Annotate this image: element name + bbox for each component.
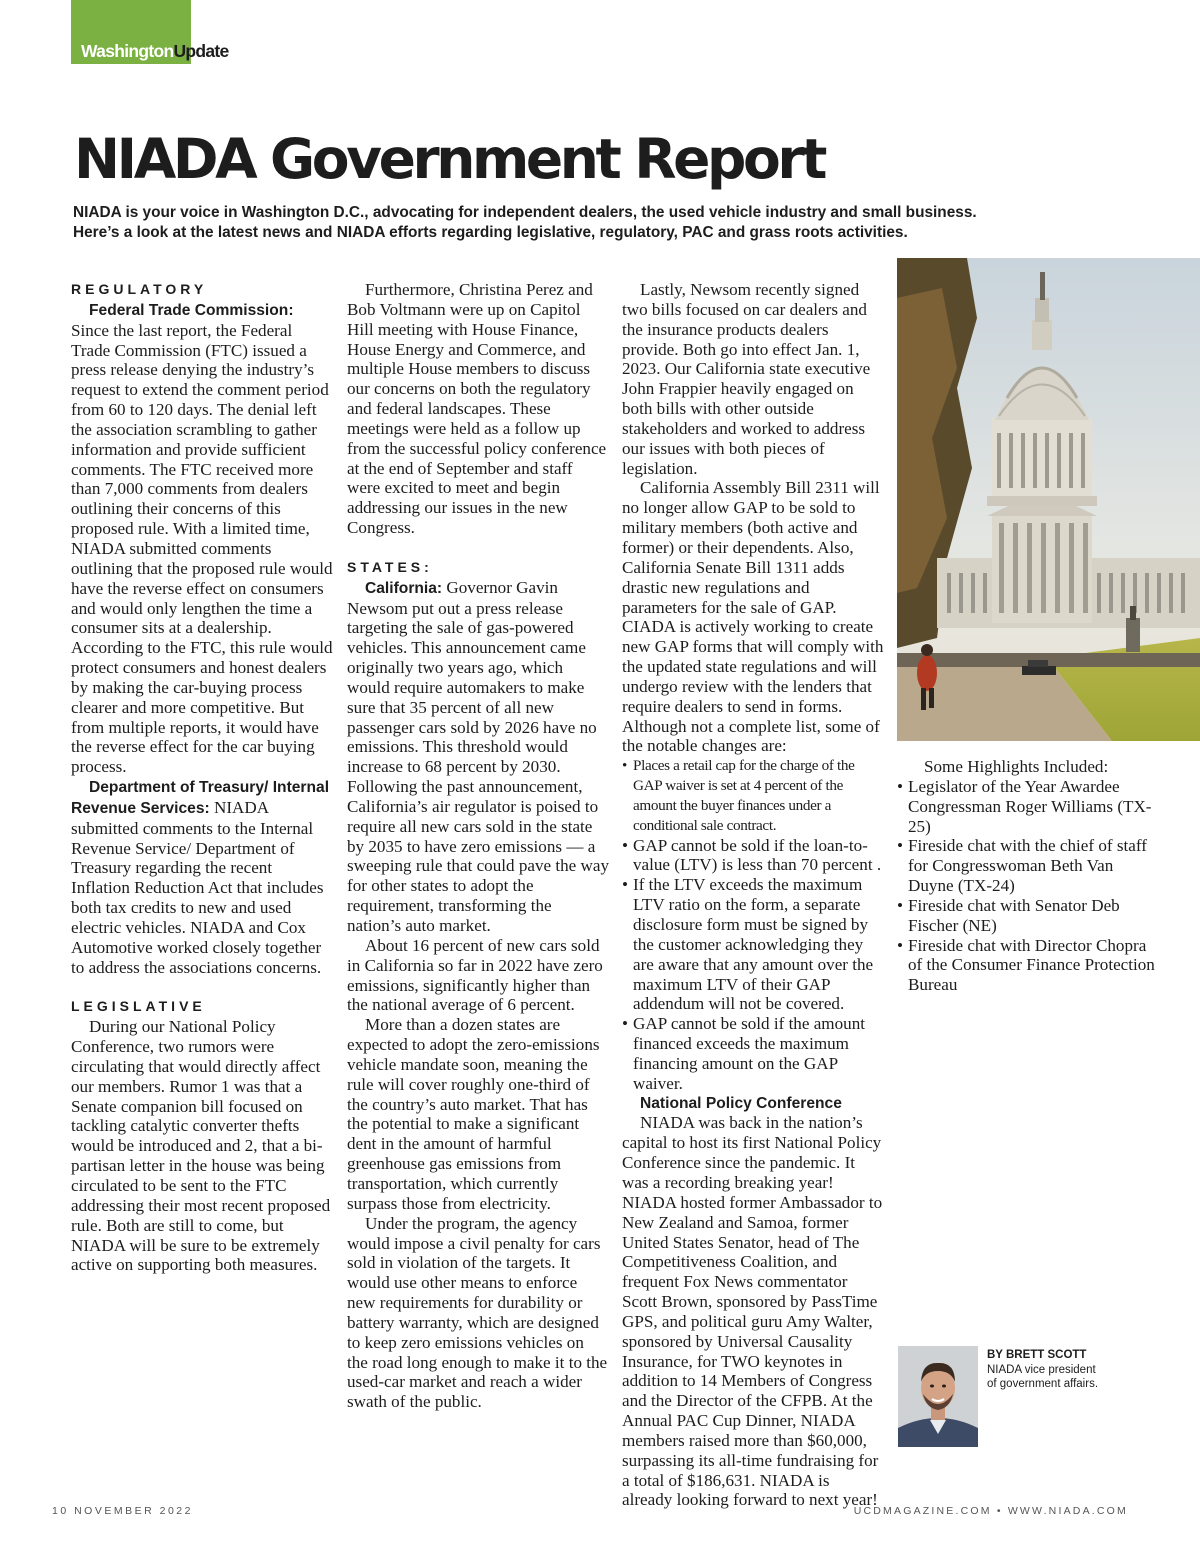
section-tag <box>81 41 229 62</box>
section-tag-primary: Washington <box>81 41 174 61</box>
california-paragraph <box>347 578 609 936</box>
regulatory-heading: REGULATORY <box>71 281 208 297</box>
states-paragraph-2: About 16 percent of new cars sold in California so far in 2022 have zero emissions, significantly higher than the national average of 6 percent. <box>347 935 603 1015</box>
article-column-3 <box>622 280 884 1510</box>
folio: 10 NOVEMBER 2022 <box>52 1505 193 1517</box>
treasury-label: Department of Treasury/ Internal Revenue Services: <box>71 779 330 817</box>
author-name: BY BRETT SCOTT <box>987 1349 1087 1361</box>
intro-deck <box>73 203 1123 242</box>
california-text: Governor Gavin Newsom put out a press release targeting the sale of gas-powered vehicles. This announcement came originally two years ago, which would require automakers to make sure that 35 percent of all new passenger cars sold by 2026 have no emissions. This threshold would increase to 68 percent by 2030. Following the past announcement, California’s air regulator is poised to require all new cars sold in the state by 2035 to have zero emissions — a sweeping rule that could pave the way for other states to adopt the requirement, transforming the nation’s auto market. <box>347 577 610 935</box>
treasury-text: NIADA submitted comments to the Internal Revenue Service/ Department of Treasury regarding the recent Inflation Reduction Act that includes both tax credits to new and used electric vehicles. NIADA and Cox Automotive worked closely together to address the associations concerns. <box>71 797 324 977</box>
legislative-paragraph-1: During our National Policy Conference, two rumors were circulating that would directly affect our members. Rumor 1 was that a Senate companion bill focused on tackling catalytic converter thefts would be introduced and 2, that a bi-partisan letter in the house was being circulated to be sent to the FTC addressing their most recent proposed rule. Both are still to come, but NIADA will be sure to be extremely active on supporting both measures. <box>71 1017 331 1275</box>
ftc-text: Since the last report, the Federal Trade Commission (FTC) issued a press release denying the industry’s request to extend the comment period from 60 to 120 days. The denial left the association scrambling to gather information and provide sufficient comments. The FTC received more than 7,000 comments from dealers outlining their concerns of this proposed rule. With a limited time, NIADA submitted comments outlining that the proposed rule would have the reverse effect on consumers and would only lengthen the time a consumer sits at a dealership. According to the FTC, this rule would protect consumers and honest dealers by making the car-buying process clearer and more competitive. But from multiple reports, it would have the reverse effect for the car buying process. <box>71 320 333 777</box>
list-item: • Fireside chat with Director Chopra of the Consumer Finance Protection Bureau <box>897 936 1159 996</box>
states-heading: STATES: <box>347 558 433 575</box>
conference-paragraph: NIADA was back in the nation’s capital to host its first National Policy Conference since the pandemic. It was a recording breaking year! NIADA hosted former Ambassador to New Zealand and Samoa, former United States Senator, head of The Competitiveness Coalition, and frequent Fox News commentator Scott Brown, sponsored by PassTime GPS, and political guru Amy Walter, sponsored by Universal Causality Insurance, for TWO keynotes in addition to 14 Members of Congress and the Director of the CFPB. At the Annual PAC Cup Dinner, NIADA members raised more than $60,000, surpassing its all-time fundraising for a total of $186,631. NIADA is already looking forward to next year! <box>622 1113 883 1510</box>
states-paragraph-6: California Assembly Bill 2311 will no longer allow GAP to be sold to military members (both active and former) or their dependents. Also, California Senate Bill 1311 adds drastic new regulations and parameters for the sale of GAP. CIADA is actively working to create new GAP forms that will comply with the updated state regulations and will undergo review with the lenders that require dealers to send in forms. Although not a complete list, some of the notable changes are: <box>622 478 884 756</box>
author-role-line-2: of government affairs. <box>987 1378 1099 1390</box>
gap-changes-list <box>622 756 884 1093</box>
intro-line-2: Here’s a look at the latest news and NIADA efforts regarding legislative, regulatory, PAC and grass roots activities. <box>73 223 908 241</box>
highlights-intro: Some Highlights Included: <box>924 757 1109 776</box>
author-role-line-1: NIADA vice president <box>987 1364 1096 1376</box>
list-item: • Fireside chat with Senator Deb Fischer (NE) <box>897 896 1159 936</box>
treasury-paragraph <box>71 777 333 977</box>
list-item: • Places a retail cap for the charge of the GAP waiver is set at 4 percent of the amount the buyer finances under a conditional sale contract. <box>622 756 884 835</box>
states-paragraph-4: Under the program, the agency would impose a civil penalty for cars sold in violation of the targets. It would use other means to enforce new requirements for durability or battery warranty, which are designed to keep zero emissions vehicles on the road long enough to make it to the used-car market and reach a wider swath of the public. <box>347 1213 608 1412</box>
footer-urls: UCDMAGAZINE.COM • WWW.NIADA.COM <box>853 1505 1128 1517</box>
legislative-heading: LEGISLATIVE <box>71 998 206 1015</box>
states-paragraph-5: Lastly, Newsom recently signed two bills focused on car dealers and the insurance products dealers provide. Both go into effect Jan. 1, 2023. Our California state executive John Frappier heavily engaged on both bills with other outside stakeholders and worked to address our issues with both pieces of legislation. <box>622 280 871 478</box>
list-item: • If the LTV exceeds the maximum LTV ratio on the form, a separate disclosure form must be signed by the customer acknowledging they are aware that any amount over the maximum LTV of their GAP addendum will not be covered. <box>622 875 884 1014</box>
capitol-photo <box>897 258 1200 741</box>
ftc-paragraph <box>71 300 333 777</box>
list-item: • Legislator of the Year Awardee Congressman Roger Williams (TX-25) <box>897 777 1159 837</box>
california-label: California: <box>365 579 443 597</box>
list-item: • GAP cannot be sold if the loan-to-value (LTV) is less than 70 percent . <box>622 836 884 876</box>
article-column-2 <box>347 280 609 1412</box>
conference-heading: National Policy Conference <box>640 1094 842 1112</box>
author-headshot <box>898 1346 978 1447</box>
article-column-1 <box>71 280 333 1275</box>
list-item: • Fireside chat with the chief of staff for Congresswoman Beth Van Duyne (TX-24) <box>897 836 1159 896</box>
intro-line-1: NIADA is your voice in Washington D.C., advocating for independent dealers, the used vehicle industry and small business. <box>73 204 977 221</box>
list-item: • GAP cannot be sold if the amount financed exceeds the maximum financing amount on the GAP waiver. <box>622 1014 884 1093</box>
states-paragraph-3: More than a dozen states are expected to adopt the zero-emissions vehicle mandate soon, meaning the rule will cover roughly one-third of the country’s auto market. That has the potential to make a significant dent in the amount of harmful greenhouse gas emissions from transportation, which currently surpass those from electricity. <box>347 1015 600 1213</box>
highlights-list <box>897 777 1159 995</box>
legislative-paragraph-2: Furthermore, Christina Perez and Bob Voltmann were up on Capitol Hill meeting with House Finance, House Energy and Commerce, and multiple House members to discuss our concerns on both the regulatory and federal landscapes. These meetings were held as a follow up from the successful policy conference at the end of September and staff were excited to meet and begin addressing our issues in the new Congress. <box>347 280 607 538</box>
ftc-label: Federal Trade Commission: <box>89 301 294 319</box>
page-title: NIADA Government Report <box>74 127 825 191</box>
byline <box>987 1348 1098 1391</box>
section-tag-secondary: Update <box>173 41 229 61</box>
article-column-4 <box>897 757 1159 995</box>
